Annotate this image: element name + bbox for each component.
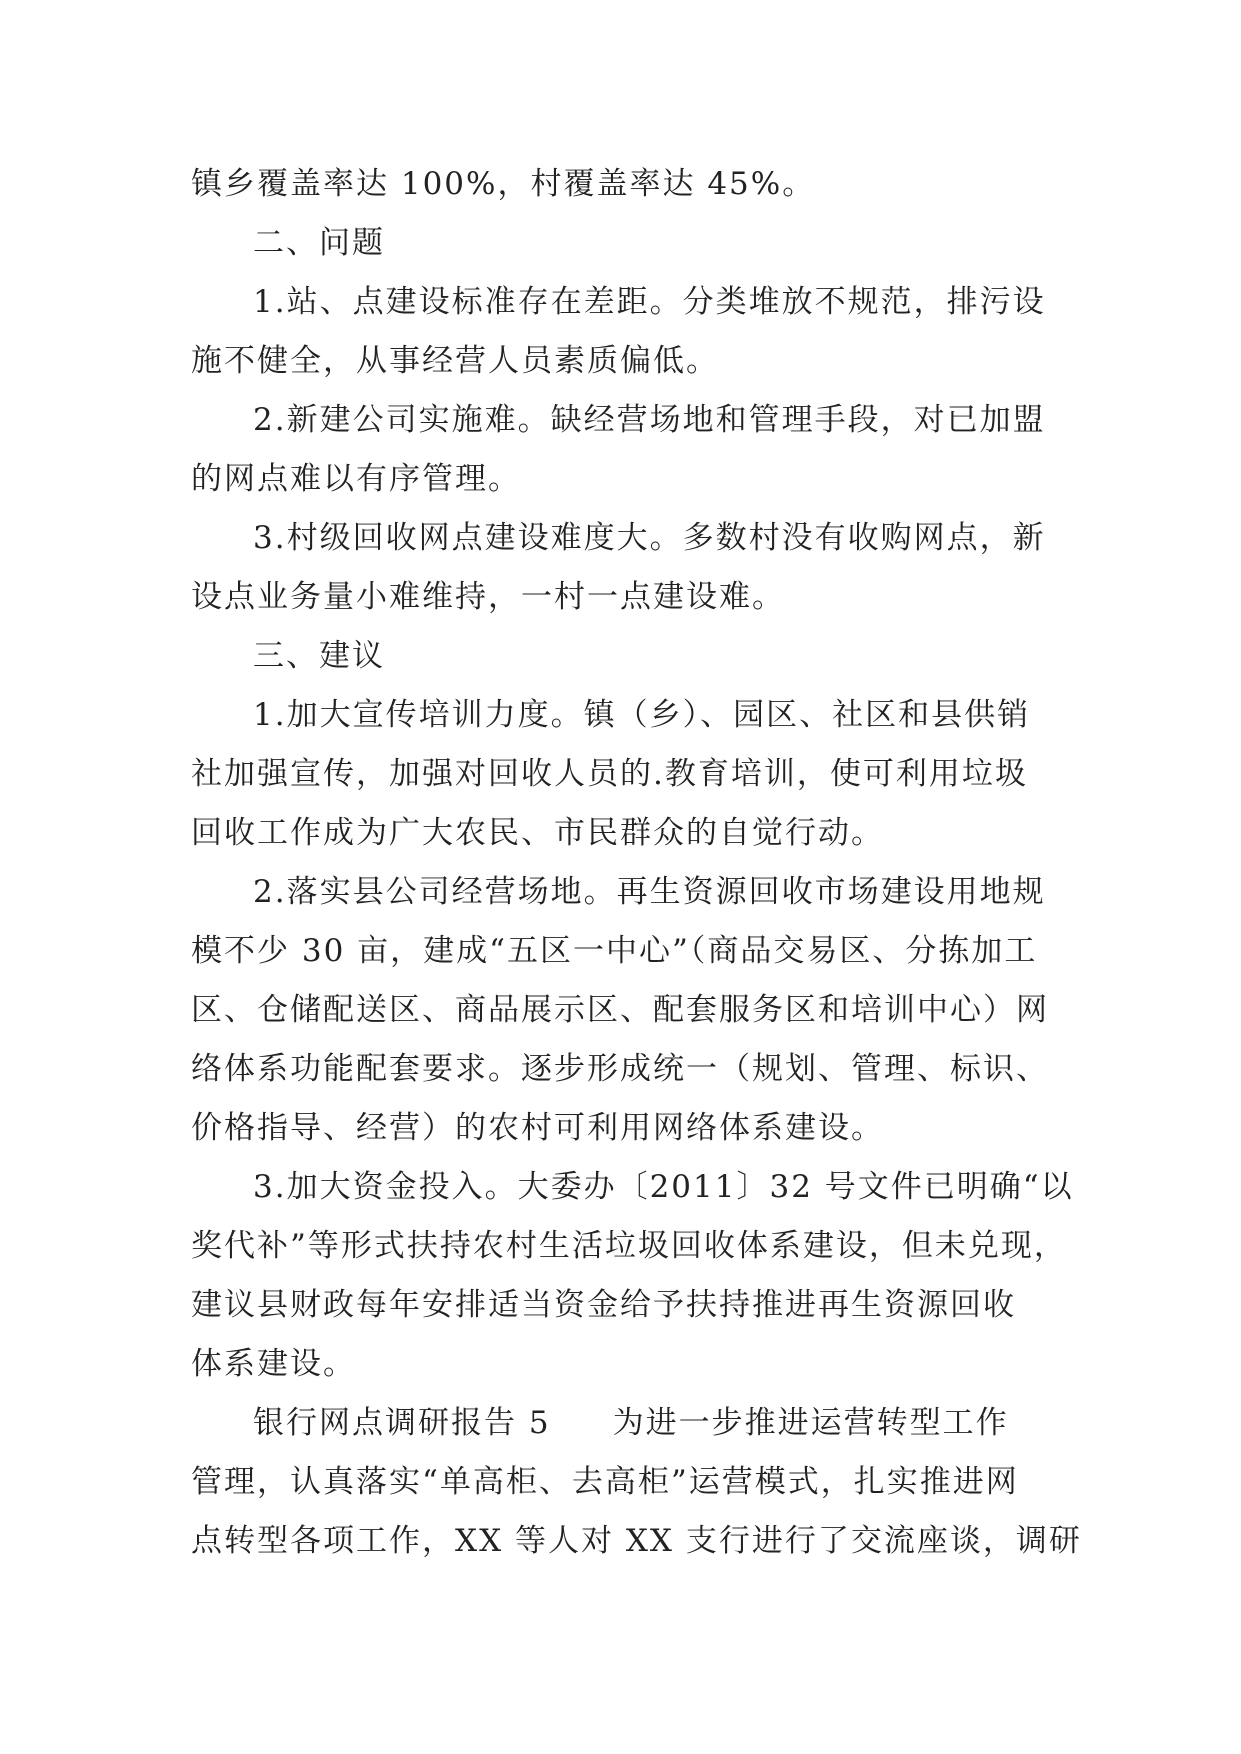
text-line: 3.村级回收网点建设难度大。多数村没有收购网点，新 bbox=[253, 520, 1046, 556]
section-heading-problems: 二、问题 bbox=[253, 225, 385, 261]
text-segment: 为进一步推进运营转型工作 bbox=[612, 1405, 1009, 1441]
text-line: 管理，认真落实“单高柜、去高柜”运营模式，扎实推进网 bbox=[191, 1464, 1019, 1500]
text-line: 点转型各项工作，XX 等人对 XX 支行进行了交流座谈，调研 bbox=[191, 1523, 1082, 1559]
text-line: 络体系功能配套要求。逐步形成统一（规划、管理、标识、 bbox=[191, 1051, 1049, 1087]
text-line: 施不健全，从事经营人员素质偏低。 bbox=[191, 343, 719, 379]
text-line: 价格指导、经营）的农村可利用网络体系建设。 bbox=[191, 1110, 884, 1146]
text-line: 3.加大资金投入。大委办〔2011〕32 号文件已明确“以 bbox=[253, 1169, 1074, 1205]
text-line: 设点业务量小难维持，一村一点建设难。 bbox=[191, 579, 785, 615]
report-heading: 银行网点调研报告 5 bbox=[253, 1405, 551, 1441]
text-line: 2.新建公司实施难。缺经营场地和管理手段，对已加盟 bbox=[253, 402, 1046, 438]
text-line: 镇乡覆盖率达 100%，村覆盖率达 45%。 bbox=[191, 166, 816, 202]
text-line: 1.加大宣传培训力度。镇（乡）、园区、社区和县供销 bbox=[253, 697, 1031, 733]
text-line: 1.站、点建设标准存在差距。分类堆放不规范，排污设 bbox=[253, 284, 1046, 320]
text-line: 建议县财政每年安排适当资金给予扶持推进再生资源回收 bbox=[191, 1287, 1016, 1323]
text-line: 的网点难以有序管理。 bbox=[191, 461, 521, 497]
document-body bbox=[191, 155, 1082, 1571]
text-line: 体系建设。 bbox=[191, 1346, 356, 1382]
report-heading-line bbox=[191, 1394, 1071, 1453]
section-heading-suggestions: 三、建议 bbox=[253, 638, 385, 674]
text-line: 区、仓储配送区、商品展示区、配套服务区和培训中心）网 bbox=[191, 992, 1049, 1028]
text-line: 回收工作成为广大农民、市民群众的自觉行动。 bbox=[191, 815, 884, 851]
text-line: 模不少 30 亩，建成“五区一中心”（商品交易区、分拣加工 bbox=[191, 933, 1038, 969]
text-line: 2.落实县公司经营场地。再生资源回收市场建设用地规 bbox=[253, 874, 1046, 910]
text-line: 奖代补”等形式扶持农村生活垃圾回收体系建设，但未兑现， bbox=[191, 1228, 1067, 1264]
text-line: 社加强宣传，加强对回收人员的.教育培训，使可利用垃圾 bbox=[191, 756, 1028, 792]
